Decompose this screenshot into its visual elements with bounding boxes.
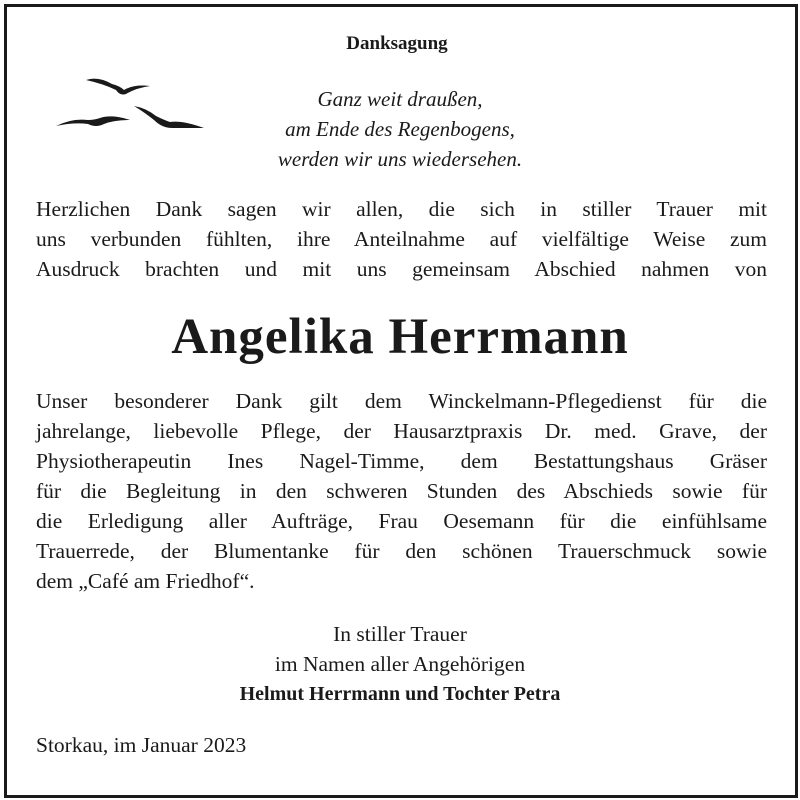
- signatories: Helmut Herrmann und Tochter Petra: [239, 683, 561, 705]
- text-line: Ausdruck brachten und mit uns gemeinsam Abschied nahmen von: [36, 257, 767, 281]
- closing-line: In stiller Trauer: [333, 622, 467, 646]
- closing-block: [0, 619, 800, 709]
- poem-line: werden wir uns wiedersehen.: [277, 147, 523, 171]
- poem-line: am Ende des Regenbogens,: [285, 117, 515, 141]
- poem: [200, 84, 600, 174]
- flying-birds-icon: [50, 72, 210, 142]
- text-line: Unser besonderer Dank gilt dem Winckelmann-Pflegedienst für die: [36, 389, 767, 413]
- notice-heading: Danksagung: [346, 33, 448, 54]
- text-line: Physiotherapeutin Ines Nagel-Timme, dem Bestattungshaus Gräser: [36, 449, 767, 473]
- text-line: die Erledigung aller Aufträge, Frau Oesemann für die einfühlsame: [36, 509, 767, 533]
- text-line: für die Begleitung in den schweren Stunden des Abschieds sowie für: [36, 479, 767, 503]
- closing-line: im Namen aller Angehörigen: [274, 652, 526, 676]
- bird-icon: [134, 106, 204, 128]
- poem-line: Ganz weit draußen,: [317, 87, 483, 111]
- bird-icon: [56, 116, 130, 126]
- text-line: uns verbunden fühlten, ihre Anteilnahme auf vielfältige Weise zum: [36, 227, 767, 251]
- text-line: dem „Café am Friedhof“.: [36, 569, 255, 593]
- deceased-name: Angelika Herrmann: [171, 309, 629, 365]
- place-date: Storkau, im Januar 2023: [36, 733, 247, 757]
- text-line: Herzlichen Dank sagen wir allen, die sich in stiller Trauer mit: [36, 197, 767, 221]
- bird-icon: [86, 79, 150, 95]
- thanks-paragraph: [36, 386, 767, 596]
- text-line: Trauerrede, der Blumentanke für den schönen Trauerschmuck sowie: [36, 539, 767, 563]
- text-line: jahrelange, liebevolle Pflege, der Hausarztpraxis Dr. med. Grave, der: [36, 419, 767, 443]
- intro-paragraph: [36, 194, 767, 284]
